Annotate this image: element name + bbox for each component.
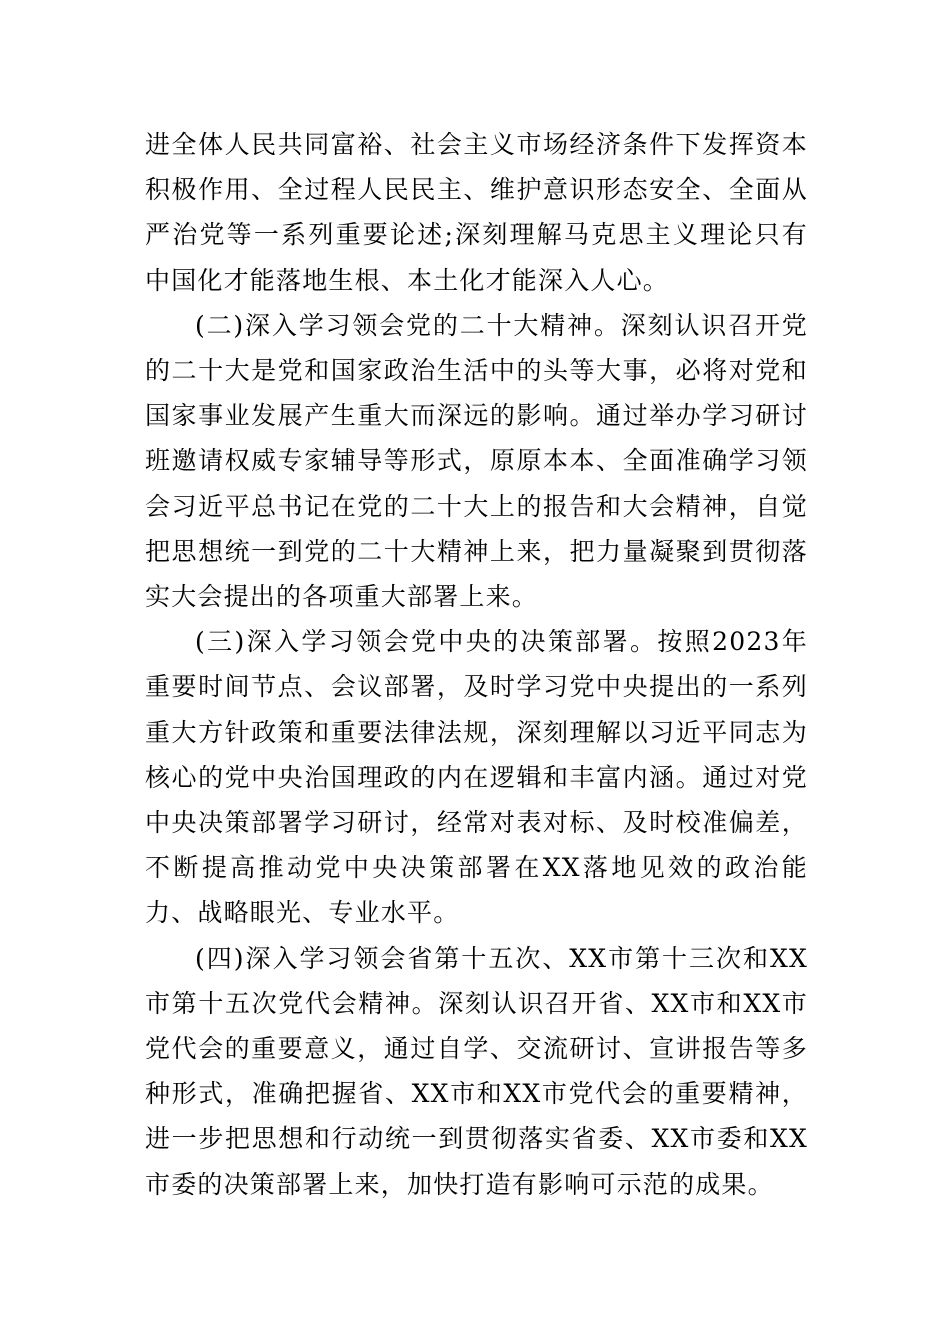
document-body xyxy=(145,122,808,1207)
paragraph-continuation: 进全体人民共同富裕、社会主义市场经济条件下发挥资本积极作用、全过程人民民主、维护意识形态安全、全面从严治党等一系列重要论述;深刻理解马克思主义理论只有中国化才能落地生根、本土化才能深入人心。 xyxy=(145,130,808,295)
paragraph-section-4: (四)深入学习领会省第十五次、XX市第十三次和XX市第十五次党代会精神。深刻认识召开省、XX市和XX市党代会的重要意义，通过自学、交流研讨、宣讲报告等多种形式，准确把握省、XX市和XX市党代会的重要精神，进一步把思想和行动统一到贯彻落实省委、XX市委和XX市委的决策部署上来，加快打造有影响可示范的成果。 xyxy=(145,943,808,1199)
paragraph-section-3: (三)深入学习领会党中央的决策部署。按照2023年重要时间节点、会议部署，及时学习党中央提出的一系列重大方针政策和重要法律法规，深刻理解以习近平同志为核心的党中央治国理政的内在逻辑和丰富内涵。通过对党中央决策部署学习研讨，经常对表对标、及时校准偏差，不断提高推动党中央决策部署在XX落地见效的政治能力、战略眼光、专业水平。 xyxy=(145,627,808,928)
paragraph-section-2: (二)深入学习领会党的二十大精神。深刻认识召开党的二十大是党和国家政治生活中的头等大事，必将对党和国家事业发展产生重大而深远的影响。通过举办学习研讨班邀请权威专家辅导等形式，原原本本、全面准确学习领会习近平总书记在党的二十大上的报告和大会精神，自觉把思想统一到党的二十大精神上来，把力量凝聚到贯彻落实大会提出的各项重大部署上来。 xyxy=(145,310,808,612)
